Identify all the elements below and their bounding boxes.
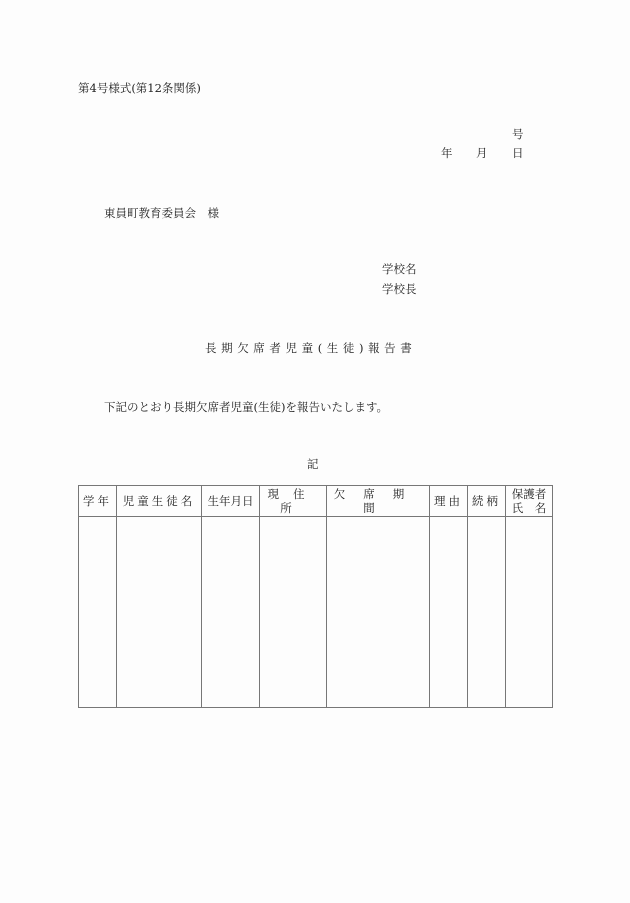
- cell-absence-period[interactable]: [327, 517, 430, 708]
- date-day-label: 日: [512, 146, 524, 160]
- col-header-birthdate: 生年月日: [202, 486, 260, 517]
- cell-birthdate[interactable]: [202, 517, 260, 708]
- guardian-label-line2: 氏 名: [511, 501, 547, 515]
- guardian-label-line1: 保護者: [511, 487, 547, 501]
- cell-reason[interactable]: [430, 517, 468, 708]
- cell-guardian-name[interactable]: [506, 517, 553, 708]
- cell-address[interactable]: [260, 517, 327, 708]
- addressee: 東員町教育委員会 様: [104, 206, 219, 220]
- body-text: 下記のとおり長期欠席者児童(生徒)を報告いたします。: [104, 400, 389, 414]
- form-number: 第4号様式(第12条関係): [78, 81, 201, 95]
- table-row: [79, 517, 553, 708]
- col-header-grade: 学年: [79, 486, 117, 517]
- principal-label: 学校長: [382, 282, 417, 296]
- col-header-guardian-name: [506, 486, 553, 517]
- document-number-label: 号: [512, 127, 524, 141]
- col-header-reason: 理由: [430, 486, 468, 517]
- cell-grade[interactable]: [79, 517, 117, 708]
- document-title: 長期欠席者児童(生徒)報告書: [205, 341, 417, 355]
- school-name-label: 学校名: [382, 262, 417, 276]
- col-header-absence-period: 欠席期間: [327, 486, 430, 517]
- absence-report-table: [78, 485, 553, 708]
- col-header-address: 現住所: [260, 486, 327, 517]
- ki-label: 記: [307, 457, 319, 471]
- cell-student-name[interactable]: [117, 517, 202, 708]
- col-header-student-name: 児童生徒名: [117, 486, 202, 517]
- date-year-label: 年: [441, 146, 453, 160]
- date-month-label: 月: [476, 146, 488, 160]
- cell-relationship[interactable]: [468, 517, 506, 708]
- col-header-relationship: 続柄: [468, 486, 506, 517]
- table-header-row: [79, 486, 553, 517]
